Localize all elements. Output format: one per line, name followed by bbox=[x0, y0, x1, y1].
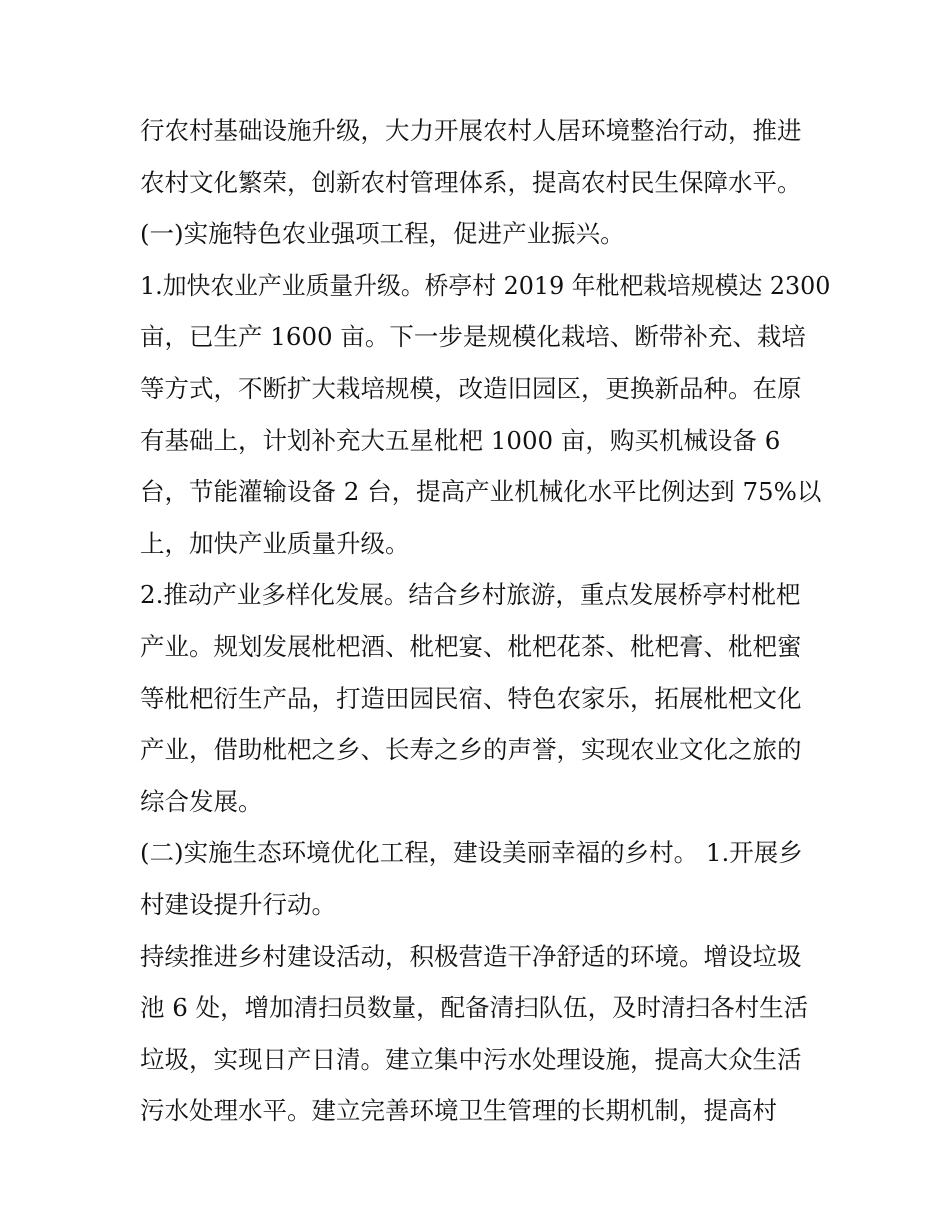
text-line: 有基础上，计划补充大五星枇杷 1000 亩，购买机械设备 6 bbox=[140, 425, 781, 455]
text-line: 村建设提升行动。 bbox=[140, 889, 336, 919]
section-heading: (二)实施生态环境优化工程，建设美丽幸福的乡村。 1.开展乡 bbox=[140, 838, 803, 868]
text-line: 台，节能灌输设备 2 台，提高产业机械化水平比例达到 75%以 bbox=[140, 477, 822, 507]
section-heading: (一)实施特色农业强项工程，促进产业振兴。 bbox=[140, 219, 625, 249]
text-line: 池 6 处，增加清扫员数量，配备清扫队伍，及时清扫各村生活 bbox=[140, 993, 809, 1023]
body-text bbox=[140, 105, 831, 1137]
text-line: 持续推进乡村建设活动，积极营造干净舒适的环境。增设垃圾 bbox=[140, 941, 802, 971]
text-line: 行农村基础设施升级，大力开展农村人居环境整治行动，推进 bbox=[140, 116, 802, 145]
text-line: 等方式，不断扩大栽培规模，改造旧园区，更换新品种。在原 bbox=[140, 373, 802, 403]
text-line: 污水处理水平。建立完善环境卫生管理的长期机制，提高村 bbox=[140, 1096, 777, 1126]
text-line: 亩，已生产 1600 亩。下一步是规模化栽培、断带补充、栽培 bbox=[140, 322, 806, 352]
text-line: 产业，借助枇杷之乡、长寿之乡的声誉，实现农业文化之旅的 bbox=[140, 735, 802, 765]
text-line: 产业。规划发展枇杷酒、枇杷宴、枇杷花茶、枇杷膏、枇杷蜜 bbox=[140, 631, 802, 661]
text-line: 2.推动产业多样化发展。结合乡村旅游，重点发展桥亭村枇杷 bbox=[140, 580, 801, 610]
text-line: 农村文化繁荣，创新农村管理体系，提高农村民生保障水平。 bbox=[140, 167, 802, 197]
text-line: 垃圾，实现日产日清。建立集中污水处理设施，提高大众生活 bbox=[140, 1044, 802, 1074]
text-line: 综合发展。 bbox=[140, 786, 263, 816]
text-line: 等枇杷衍生产品，打造田园民宿、特色农家乐，拓展枇杷文化 bbox=[140, 683, 802, 713]
text-line: 上，加快产业质量升级。 bbox=[140, 528, 410, 558]
text-line: 1.加快农业产业质量升级。桥亭村 2019 年枇杷栽培规模达 2300 bbox=[140, 270, 831, 300]
